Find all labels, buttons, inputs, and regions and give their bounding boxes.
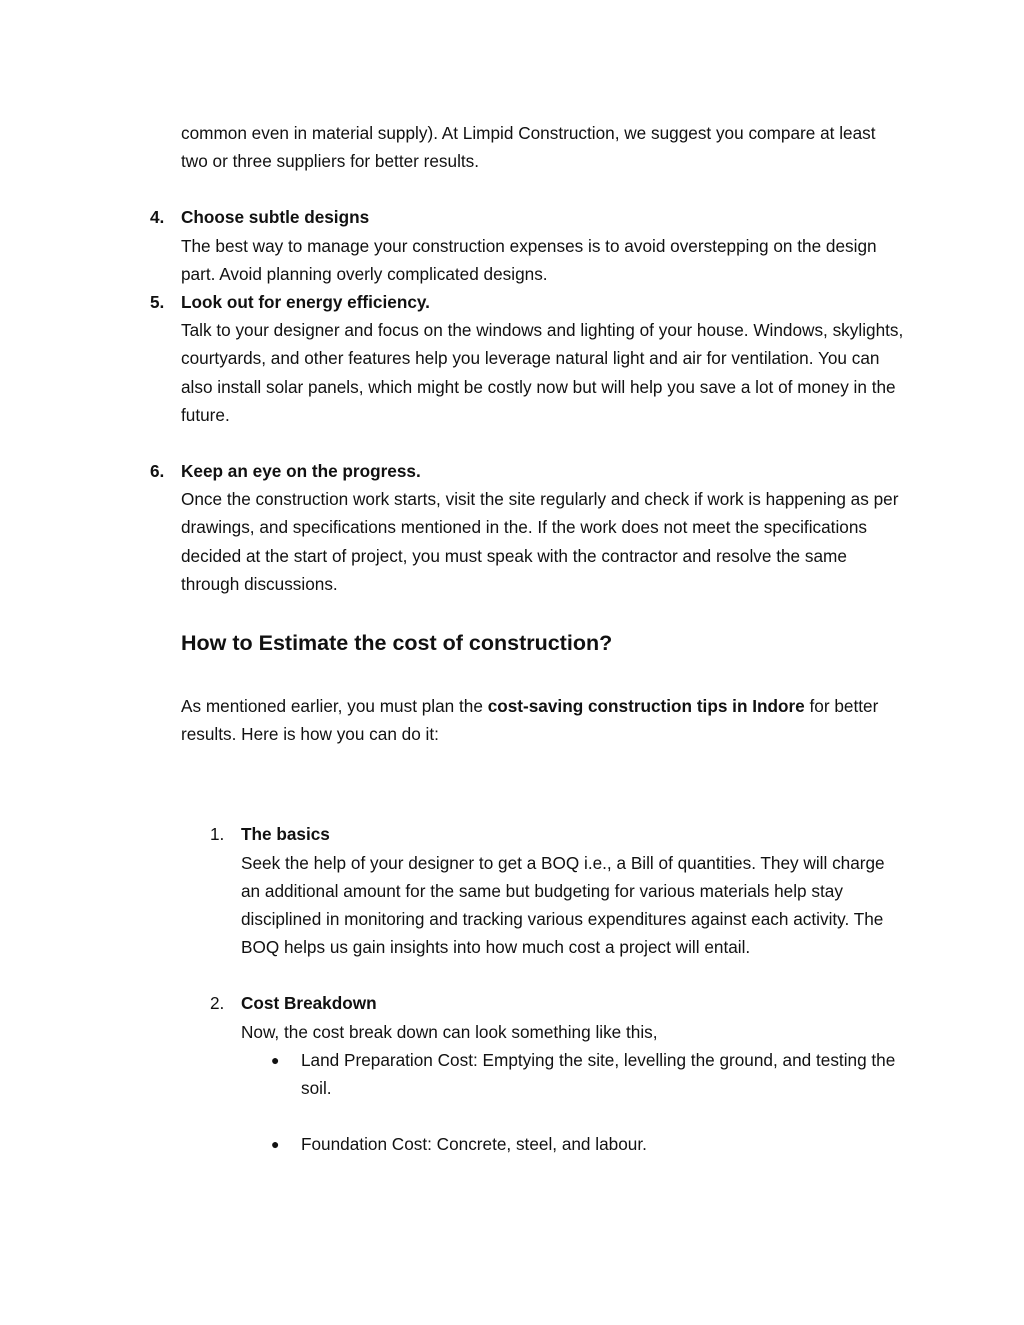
- step-body: Seek the help of your designer to get a BOQ i.e., a Bill of quantities. They will charge an additional amount for the same but budgeting for various materials help stay disciplined in monitoring and tracking various expenditures against each activity. The BOQ helps us gain insights into how much cost a project will entail.: [241, 852, 885, 958]
- bullet-text: Land Preparation Cost: Emptying the site, levelling the ground, and testing the soil.: [301, 1049, 896, 1099]
- tip-item-4: [150, 203, 906, 288]
- tip-body: Once the construction work starts, visit the site regularly and check if work is happening as per drawings, and specifications mentioned in the. If the work does not meet the specifications decided at the start of project, you must speak with the contractor and resolve the same through discussions.: [181, 489, 899, 594]
- step-title: The basics: [241, 824, 330, 845]
- tip-body: The best way to manage your construction expenses is to avoid overstepping on the design part. Avoid planning overly complicated designs.: [181, 235, 877, 284]
- lead-text-before: As mentioned earlier, you must plan the: [181, 696, 488, 717]
- cost-breakdown-list: [271, 1046, 906, 1159]
- tip-item-6: [150, 457, 906, 598]
- step-number: 1.: [210, 824, 225, 845]
- bullet-icon: ●: [271, 1136, 280, 1153]
- bullet-item: [271, 1046, 906, 1102]
- step-body: Now, the cost break down can look something like this,: [241, 1021, 658, 1042]
- tip-body: Talk to your designer and focus on the windows and lighting of your house. Windows, skylights, courtyards, and other features help you leverage natural light and air for ventilation. You can also install solar panels, which might be costly now but will help you save a lot of money in the future.: [181, 320, 904, 425]
- intro-continuation-paragraph: common even in material supply). At Limpid Construction, we suggest you compare at least two or three suppliers for better results.: [181, 123, 876, 172]
- bullet-item: [271, 1130, 906, 1158]
- step-title: Cost Breakdown: [241, 993, 377, 1014]
- bullet-icon: ●: [271, 1051, 280, 1068]
- step-item-2: [210, 989, 906, 1158]
- tip-title: Choose subtle designs: [181, 207, 370, 228]
- tip-title: Look out for energy efficiency.: [181, 292, 430, 313]
- section-heading: How to Estimate the cost of construction?: [181, 631, 613, 656]
- tip-item-5: [150, 288, 906, 429]
- section-lead-paragraph: [181, 692, 906, 748]
- tip-number: 4.: [150, 207, 165, 228]
- page-content: [150, 119, 906, 1158]
- tip-number: 6.: [150, 461, 165, 482]
- estimate-steps-list: [210, 820, 906, 1158]
- tip-number: 5.: [150, 292, 165, 313]
- tip-title: Keep an eye on the progress.: [181, 461, 421, 482]
- step-item-1: [210, 820, 906, 961]
- lead-text-bold: cost-saving construction tips in Indore: [487, 696, 805, 717]
- step-number: 2.: [210, 993, 225, 1014]
- bullet-text: Foundation Cost: Concrete, steel, and labour.: [301, 1134, 647, 1155]
- lead-text-after: for better results. Here is how you can do it:: [181, 696, 879, 745]
